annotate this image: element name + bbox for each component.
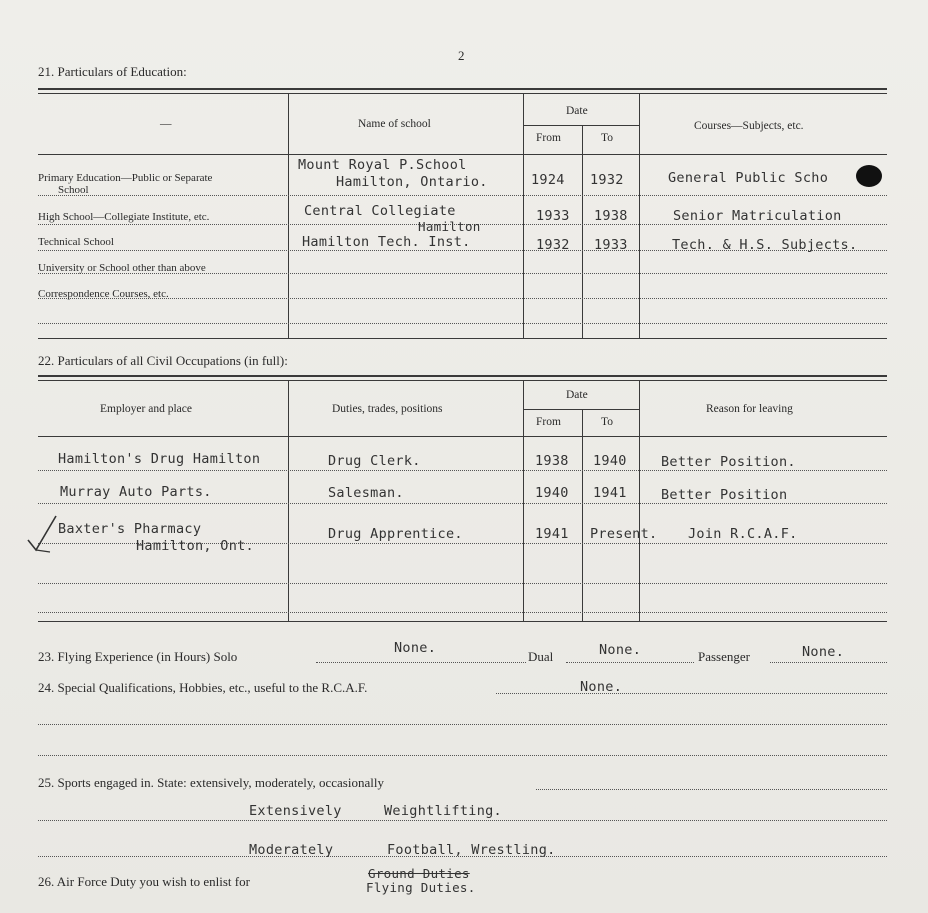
date-from: 1941: [535, 526, 569, 542]
moderately-value: Football, Wrestling.: [387, 842, 556, 858]
s22-col-from: From: [536, 416, 561, 428]
ink-blot-icon: [856, 165, 882, 187]
school-name: Hamilton Tech. Inst.: [302, 234, 471, 250]
row-label: Correspondence Courses, etc.: [38, 288, 169, 300]
passenger-label: Passenger: [698, 649, 750, 664]
course: Senior Matriculation: [673, 208, 842, 224]
s22-col-duties: Duties, trades, positions: [332, 403, 443, 415]
duties: Drug Apprentice.: [328, 526, 463, 542]
s23-label: 23. Flying Experience (in Hours) Solo: [38, 649, 238, 664]
course: Tech. & H.S. Subjects.: [672, 237, 858, 253]
s22-col-employer: Employer and place: [100, 403, 192, 415]
s22-col-reason: Reason for leaving: [706, 403, 793, 415]
s21-col-dash: —: [160, 118, 172, 130]
row-label: University or School other than above: [38, 262, 206, 274]
employer: Hamilton's Drug Hamilton: [58, 451, 261, 467]
reason: Better Position.: [661, 454, 796, 470]
date-to: 1938: [594, 208, 628, 224]
course: General Public Scho: [668, 170, 829, 186]
date-to: Present.: [590, 526, 658, 542]
s25-label: 25. Sports engaged in. State: extensively, moderately, occasionally: [38, 775, 384, 790]
extensively-value: Weightlifting.: [384, 803, 502, 819]
employer: Murray Auto Parts.: [60, 484, 212, 500]
s21-col-from: From: [536, 132, 561, 144]
s22-col-to: To: [601, 416, 613, 428]
solo-value: None.: [394, 640, 437, 656]
date-from: 1940: [535, 485, 569, 501]
date-from: 1933: [536, 208, 570, 224]
s21-heading: 21. Particulars of Education:: [38, 64, 187, 79]
reason: Better Position: [661, 487, 788, 503]
s21-col-date: Date: [566, 105, 588, 117]
s21-col-courses: Courses—Subjects, etc.: [694, 120, 804, 132]
s21-col-to: To: [601, 132, 613, 144]
duty-value-struck: Ground Duties: [368, 866, 470, 881]
row-label: Technical School: [38, 236, 114, 248]
duties: Drug Clerk.: [328, 453, 421, 469]
employer: Baxter's Pharmacy: [58, 521, 202, 537]
s26-label: 26. Air Force Duty you wish to enlist for: [38, 874, 250, 889]
s24-label: 24. Special Qualifications, Hobbies, etc., useful to the R.C.A.F.: [38, 680, 368, 695]
page-number: 2: [458, 48, 465, 63]
dual-value: None.: [599, 642, 642, 658]
s22-col-date: Date: [566, 389, 588, 401]
extensively-label: Extensively: [249, 803, 342, 819]
s21-col-school: Name of school: [358, 118, 431, 130]
row-label-cont: School: [58, 184, 89, 196]
school-place: Hamilton: [418, 219, 481, 234]
checkmark-icon: [24, 512, 64, 554]
duties: Salesman.: [328, 485, 404, 501]
dual-label: Dual: [528, 649, 554, 664]
passenger-value: None.: [802, 644, 845, 660]
school-place: Hamilton, Ontario.: [336, 174, 488, 190]
row-label: Primary Education—Public or Separate: [38, 172, 213, 184]
s24-value: None.: [580, 679, 623, 695]
s22-heading: 22. Particulars of all Civil Occupations (in full):: [38, 353, 288, 368]
date-from: 1932: [536, 237, 570, 253]
date-from: 1924: [531, 172, 565, 188]
duty-value: Flying Duties.: [366, 880, 476, 895]
reason: Join R.C.A.F.: [688, 526, 798, 542]
date-to: 1940: [593, 453, 627, 469]
school-name: Mount Royal P.School: [298, 157, 467, 173]
row-label: High School—Collegiate Institute, etc.: [38, 211, 210, 223]
date-to: 1933: [594, 237, 628, 253]
school-name: Central Collegiate: [304, 203, 456, 219]
date-to: 1941: [593, 485, 627, 501]
date-to: 1932: [590, 172, 624, 188]
date-from: 1938: [535, 453, 569, 469]
moderately-label: Moderately: [249, 842, 334, 858]
employer-place: Hamilton, Ont.: [136, 538, 254, 554]
